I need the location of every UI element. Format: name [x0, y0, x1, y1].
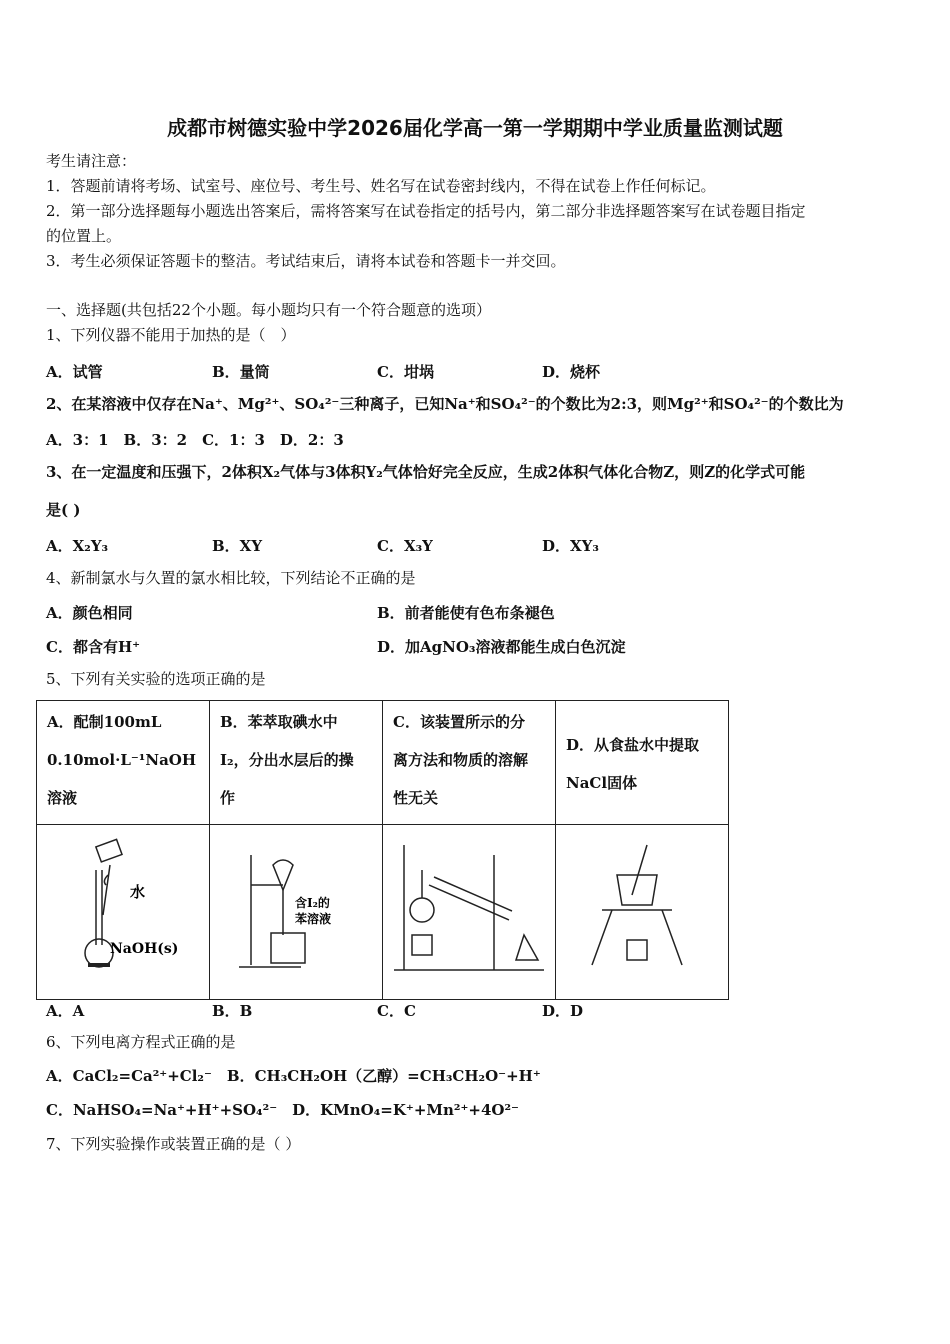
cell-text: 性无关 [393, 789, 439, 807]
q3-option-c: C．X₃Y [377, 537, 433, 555]
q5-table [36, 700, 729, 1000]
q6-options-ab: A．CaCl₂=Ca²⁺+Cl₂⁻ B．CH₃CH₂OH（乙醇）=CH₃CH₂O⁻+H⁺ [46, 1067, 541, 1085]
q3-option-a: A．X₂Y₃ [46, 537, 109, 555]
question-2: 2、在某溶液中仅存在Na⁺、Mg²⁺、SO₄²⁻三种离子，已知Na⁺和SO₄²⁻的个数比为2:3，则Mg²⁺和SO₄²⁻的个数比为 [46, 395, 844, 413]
question-3-cont: 是( ) [46, 501, 81, 519]
q5-option-a: A．A [46, 1002, 85, 1020]
q6-options-cd: C．NaHSO₄=Na⁺+H⁺+SO₄²⁻ D．KMnO₄=K⁺+Mn²⁺+4O²⁻ [46, 1101, 519, 1119]
q4-option-a: A．颜色相同 [46, 604, 133, 622]
q5-option-d: D．D [542, 1002, 584, 1020]
cell-c [383, 701, 556, 825]
notice-item: 1．答题前请将考场、试室号、座位号、考生号、姓名写在试卷密封线内，不得在试卷上作任何标记。 [46, 177, 716, 195]
apparatus-c [383, 825, 556, 1000]
q3-option-b: B．XY [212, 537, 263, 555]
q1-option-a: A．试管 [46, 363, 103, 381]
cell-text: A．配制100mL [47, 713, 162, 731]
cell-a [37, 701, 210, 825]
cell-text: D．从食盐水中提取 [566, 735, 700, 754]
cell-text: 0.10mol·L⁻¹NaOH [47, 751, 197, 769]
q1-option-d: D．烧杯 [542, 363, 601, 381]
apparatus-b [210, 825, 383, 1000]
cell-text: C．该装置所示的分 [393, 713, 525, 731]
q3-option-d: D．XY₃ [542, 537, 599, 555]
question-7: 7、下列实验操作或装置正确的是（ ） [46, 1135, 301, 1153]
notice-item: 的位置上。 [46, 227, 122, 245]
page-title: 成都市树德实验中学2026届化学高一第一学期期中学业质量监测试题 [167, 116, 783, 140]
notice-item: 3．考生必须保证答题卡的整洁。考试结束后，请将本试卷和答题卡一并交回。 [46, 252, 566, 270]
separatory-funnel-figure [221, 825, 371, 985]
question-3: 3、在一定温度和压强下，2体积X₂气体与3体积Y₂气体恰好完全反应，生成2体积气体化合物Z，则Z的化学式可能 [46, 463, 806, 481]
q1-option-c: C．坩埚 [377, 363, 434, 381]
apparatus-d [556, 825, 729, 1000]
section-heading: 一、选择题(共包括22个小题。每小题均只有一个符合题意的选项） [46, 301, 491, 319]
q4-option-c: C．都含有H⁺ [46, 638, 141, 656]
label-i2: 含I₂的 [295, 896, 330, 910]
cell-text: 溶液 [47, 789, 78, 807]
cell-text: B．苯萃取碘水中 [220, 713, 338, 731]
q2-options: A．3：1 B．3：2 C．1：3 D．2：3 [46, 431, 344, 449]
evaporation-figure [567, 825, 717, 985]
apparatus-a [37, 825, 210, 1000]
cell-text: NaCl固体 [566, 773, 638, 792]
cell-text: I₂，分出水层后的操 [220, 751, 354, 769]
notice-heading: 考生请注意： [46, 152, 137, 170]
question-5: 5、下列有关实验的选项正确的是 [46, 670, 266, 688]
volumetric-flask-figure [48, 825, 198, 985]
cell-text: 离方法和物质的溶解 [393, 751, 529, 769]
label-benzene: 苯溶液 [295, 912, 332, 926]
question-4: 4、新制氯水与久置的氯水相比较，下列结论不正确的是 [46, 569, 416, 587]
q5-option-c: C．C [377, 1002, 416, 1020]
cell-b [210, 701, 383, 825]
distillation-figure [384, 825, 554, 985]
label-water: 水 [130, 883, 146, 901]
q4-option-d: D．加AgNO₃溶液都能生成白色沉淀 [377, 638, 626, 656]
question-1: 1、下列仪器不能用于加热的是（ ） [46, 326, 296, 344]
q4-option-b: B．前者能使有色布条褪色 [377, 604, 555, 622]
notice-item: 2．第一部分选择题每小题选出答案后，需将答案写在试卷指定的括号内，第二部分非选择题答案写在试卷题目指定 [46, 202, 806, 220]
label-naoh: NaOH(s) [110, 941, 179, 957]
q1-option-b: B．量筒 [212, 363, 270, 381]
q5-option-b: B．B [212, 1002, 253, 1020]
cell-d [556, 701, 729, 825]
cell-text: 作 [220, 789, 236, 807]
question-6: 6、下列电离方程式正确的是 [46, 1033, 236, 1051]
